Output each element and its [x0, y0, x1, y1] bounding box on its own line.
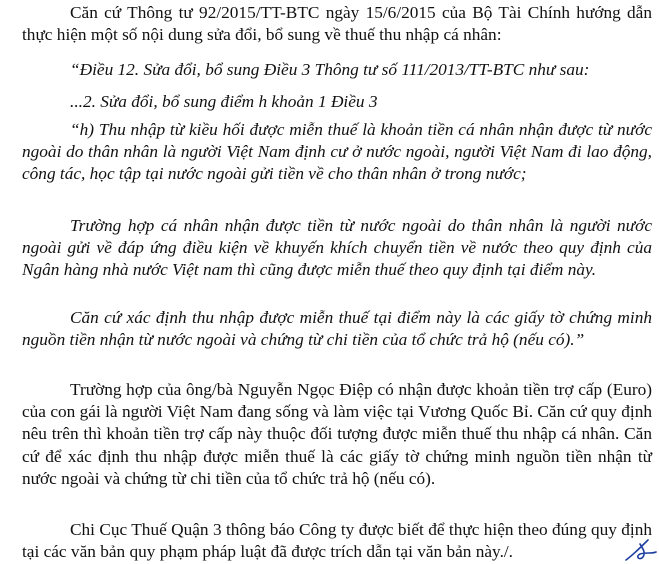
- initials-mark-icon: [618, 536, 658, 564]
- paragraph-point-h: “h) Thu nhập từ kiều hối được miễn thuế là khoản tiền cá nhân nhận được từ nước ngoài do thân nhân là người Việt Nam định cư ở nước ngoài, người Việt Nam đi lao động, công tác, học tập tại nước ngoài gửi tiền về cho thân nhân ở trong nước;: [22, 120, 652, 184]
- paragraph-article-12: “Điều 12. Sửa đổi, bổ sung Điều 3 Thông tư số 111/2013/TT-BTC như sau:: [70, 60, 590, 79]
- paragraph-case-assessment: Trường hợp của ông/bà Nguyễn Ngọc Điệp có nhận được khoản tiền trợ cấp (Euro) của con gái là người Việt Nam đang sống và làm việc tại Vương Quốc Bỉ. Căn cứ quy định nêu trên thì khoản tiền trợ cấp này thuộc đối tượng được miễn thuế thu nhập cá nhân. Căn cứ để xác định thu nhập được miễn thuế là các giấy tờ chứng minh nguồn tiền nhận từ nước ngoài và chứng từ chi tiền của tổ chức trả hộ (nếu có).: [22, 380, 652, 488]
- paragraph-foreign-relative: Trường hợp cá nhân nhận được tiền từ nước ngoài do thân nhân là người nước ngoài gửi về đáp ứng điều kiện về khuyến khích chuyển tiền về nước theo quy định của Ngân hàng nhà nước Việt nam thì cũng được miễn thuế theo quy định tại điểm này.: [22, 216, 652, 280]
- paragraph-clause-2: ...2. Sửa đổi, bổ sung điểm h khoản 1 Điều 3: [70, 92, 378, 111]
- paragraph-exemption-evidence: Căn cứ xác định thu nhập được miễn thuế tại điểm này là các giấy tờ chứng minh nguồn tiền nhận từ nước ngoài và chứng từ chi tiền của tổ chức trả hộ (nếu có).”: [22, 308, 652, 350]
- paragraph-closing-notice: Chi Cục Thuế Quận 3 thông báo Công ty được biết để thực hiện theo đúng quy định tại các văn bản quy phạm pháp luật đã được trích dẫn tại văn bản này./.: [22, 520, 652, 562]
- paragraph-legal-basis: Căn cứ Thông tư 92/2015/TT-BTC ngày 15/6/2015 của Bộ Tài Chính hướng dẫn thực hiện một số nội dung sửa đổi, bổ sung về thuế thu nhập cá nhân:: [22, 3, 652, 45]
